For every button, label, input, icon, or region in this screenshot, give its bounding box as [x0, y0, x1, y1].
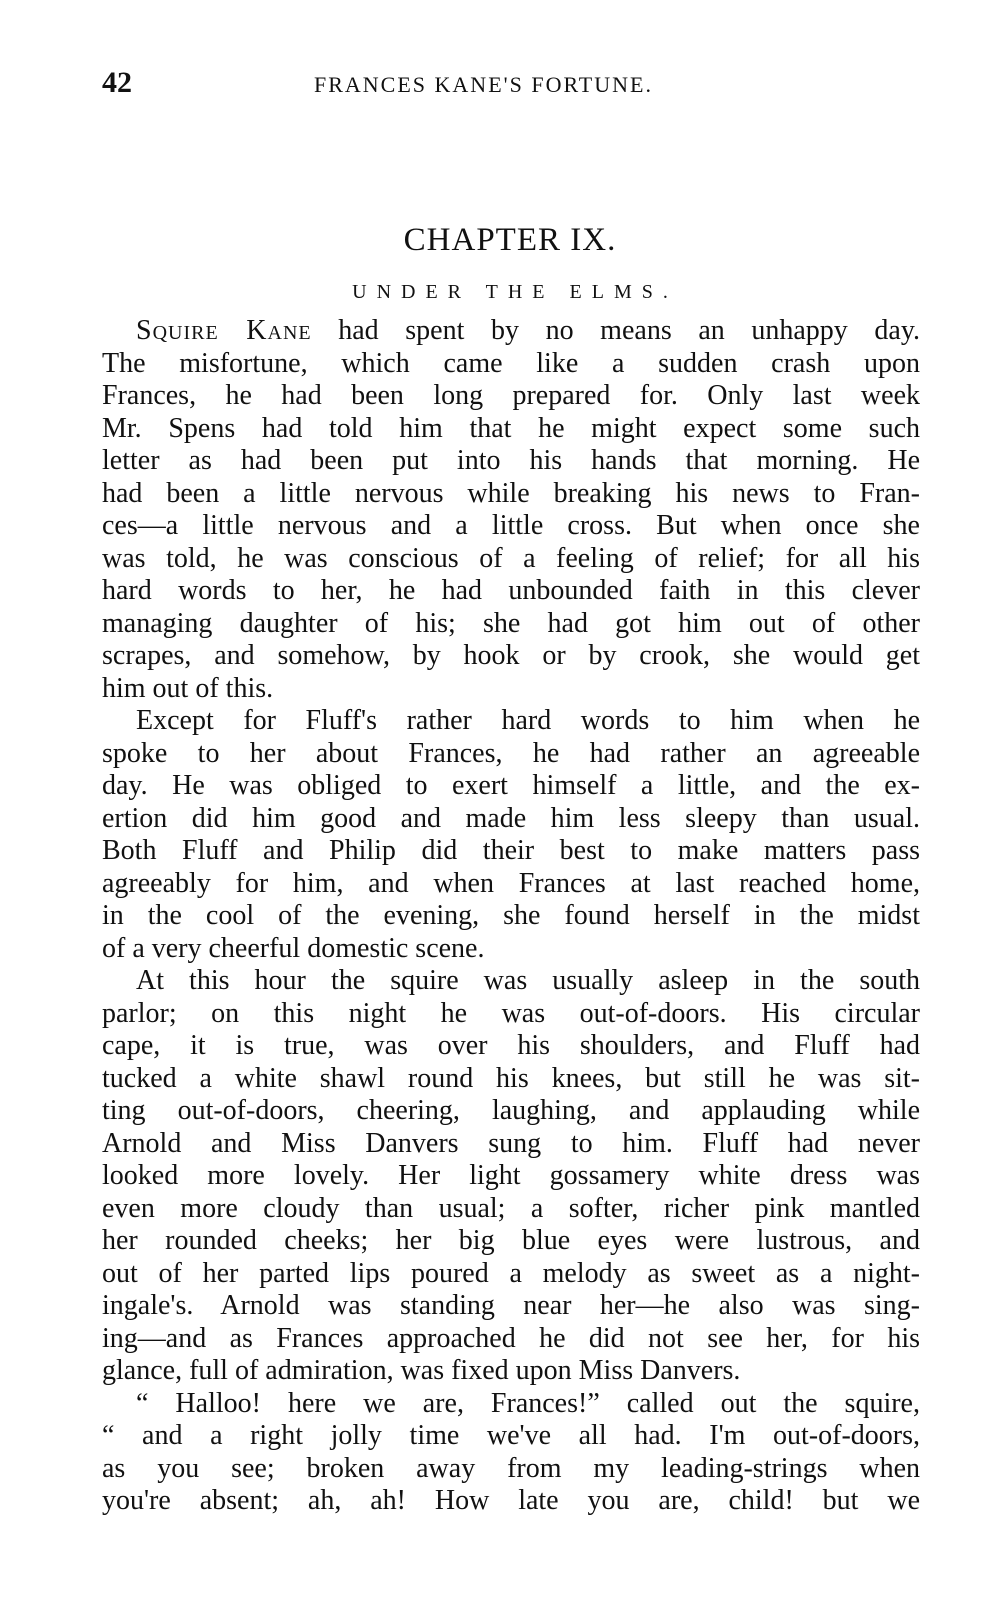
- text-line: managing daughter of his; she had got him out of other: [102, 607, 920, 639]
- text-line: The misfortune, which came like a sudden crash upon: [102, 347, 920, 379]
- chapter-opening-words: Squire Kane: [136, 315, 312, 346]
- chapter-title: CHAPTER IX.: [403, 222, 617, 258]
- text-line: “ Halloo! here we are, Frances!” called out the squire,: [136, 1387, 920, 1419]
- text-line: ces—a little nervous and a little cross. But when once she: [102, 510, 920, 541]
- text-line: tucked a white shawl round his knees, but still he was sit-: [102, 1062, 920, 1094]
- text-line: Except for Fluff's rather hard words to him when he: [136, 705, 920, 736]
- page-number: 42: [102, 66, 132, 99]
- text-line: Arnold and Miss Danvers sung to him. Fluff had never: [102, 1127, 920, 1159]
- text-line: cape, it is true, was over his shoulders, and Fluff had: [102, 1030, 920, 1061]
- text-line: day. He was obliged to exert himself a little, and the ex-: [102, 770, 920, 801]
- text-line: was told, he was conscious of a feeling of relief; for all his: [102, 542, 920, 574]
- text-line: ing—and as Frances approached he did not see her, for his: [102, 1322, 920, 1354]
- text-line: agreeably for him, and when Frances at last reached home,: [102, 867, 920, 899]
- text-line: of a very cheerful domestic scene.: [102, 932, 485, 964]
- line-remainder: had spent by no means an unhappy day.: [311, 315, 920, 346]
- text-line: hard words to her, he had unbounded faith in this clever: [102, 575, 920, 606]
- text-line: At this hour the squire was usually asleep in the south: [136, 965, 920, 996]
- text-line: Both Fluff and Philip did their best to make matters pass: [102, 835, 920, 866]
- text-line: spoke to her about Frances, he had rather an agreeable: [102, 737, 920, 769]
- text-line: parlor; on this night he was out-of-doors. His circular: [102, 997, 920, 1029]
- text-line: out of her parted lips poured a melody as sweet as a night-: [102, 1257, 920, 1289]
- text-line: glance, full of admiration, was fixed upon Miss Danvers.: [102, 1355, 741, 1386]
- text-line: had been a little nervous while breaking his news to Fran-: [102, 477, 920, 509]
- text-line: [102, 315, 920, 348]
- text-line: as you see; broken away from my leading-strings when: [102, 1452, 920, 1484]
- text-line: ingale's. Arnold was standing near her—he also was sing-: [102, 1290, 920, 1321]
- running-title: FRANCES KANE'S FORTUNE.: [314, 72, 653, 97]
- text-line: even more cloudy than usual; a softer, richer pink mantled: [102, 1192, 920, 1224]
- page-header: [102, 66, 920, 106]
- body-text: [102, 315, 920, 1518]
- text-line: looked more lovely. Her light gossamery white dress was: [102, 1160, 920, 1191]
- text-line: ting out-of-doors, cheering, laughing, and applauding while: [102, 1095, 920, 1126]
- text-line: “ and a right jolly time we've all had. I'm out-of-doors,: [102, 1420, 920, 1451]
- text-line: scrapes, and somehow, by hook or by crook, she would get: [102, 640, 920, 671]
- text-line: in the cool of the evening, she found herself in the midst: [102, 900, 920, 931]
- text-line: ertion did him good and made him less sleepy than usual.: [102, 802, 920, 834]
- text-line: Frances, he had been long prepared for. Only last week: [102, 380, 920, 411]
- text-line: you're absent; ah, ah! How late you are, child! but we: [102, 1485, 920, 1516]
- text-line: him out of this.: [102, 672, 274, 704]
- text-line: Mr. Spens had told him that he might expect some such: [102, 412, 920, 444]
- text-line: letter as had been put into his hands that morning. He: [102, 445, 920, 476]
- text-line: her rounded cheeks; her big blue eyes were lustrous, and: [102, 1225, 920, 1256]
- chapter-subtitle: UNDER THE ELMS.: [352, 281, 678, 303]
